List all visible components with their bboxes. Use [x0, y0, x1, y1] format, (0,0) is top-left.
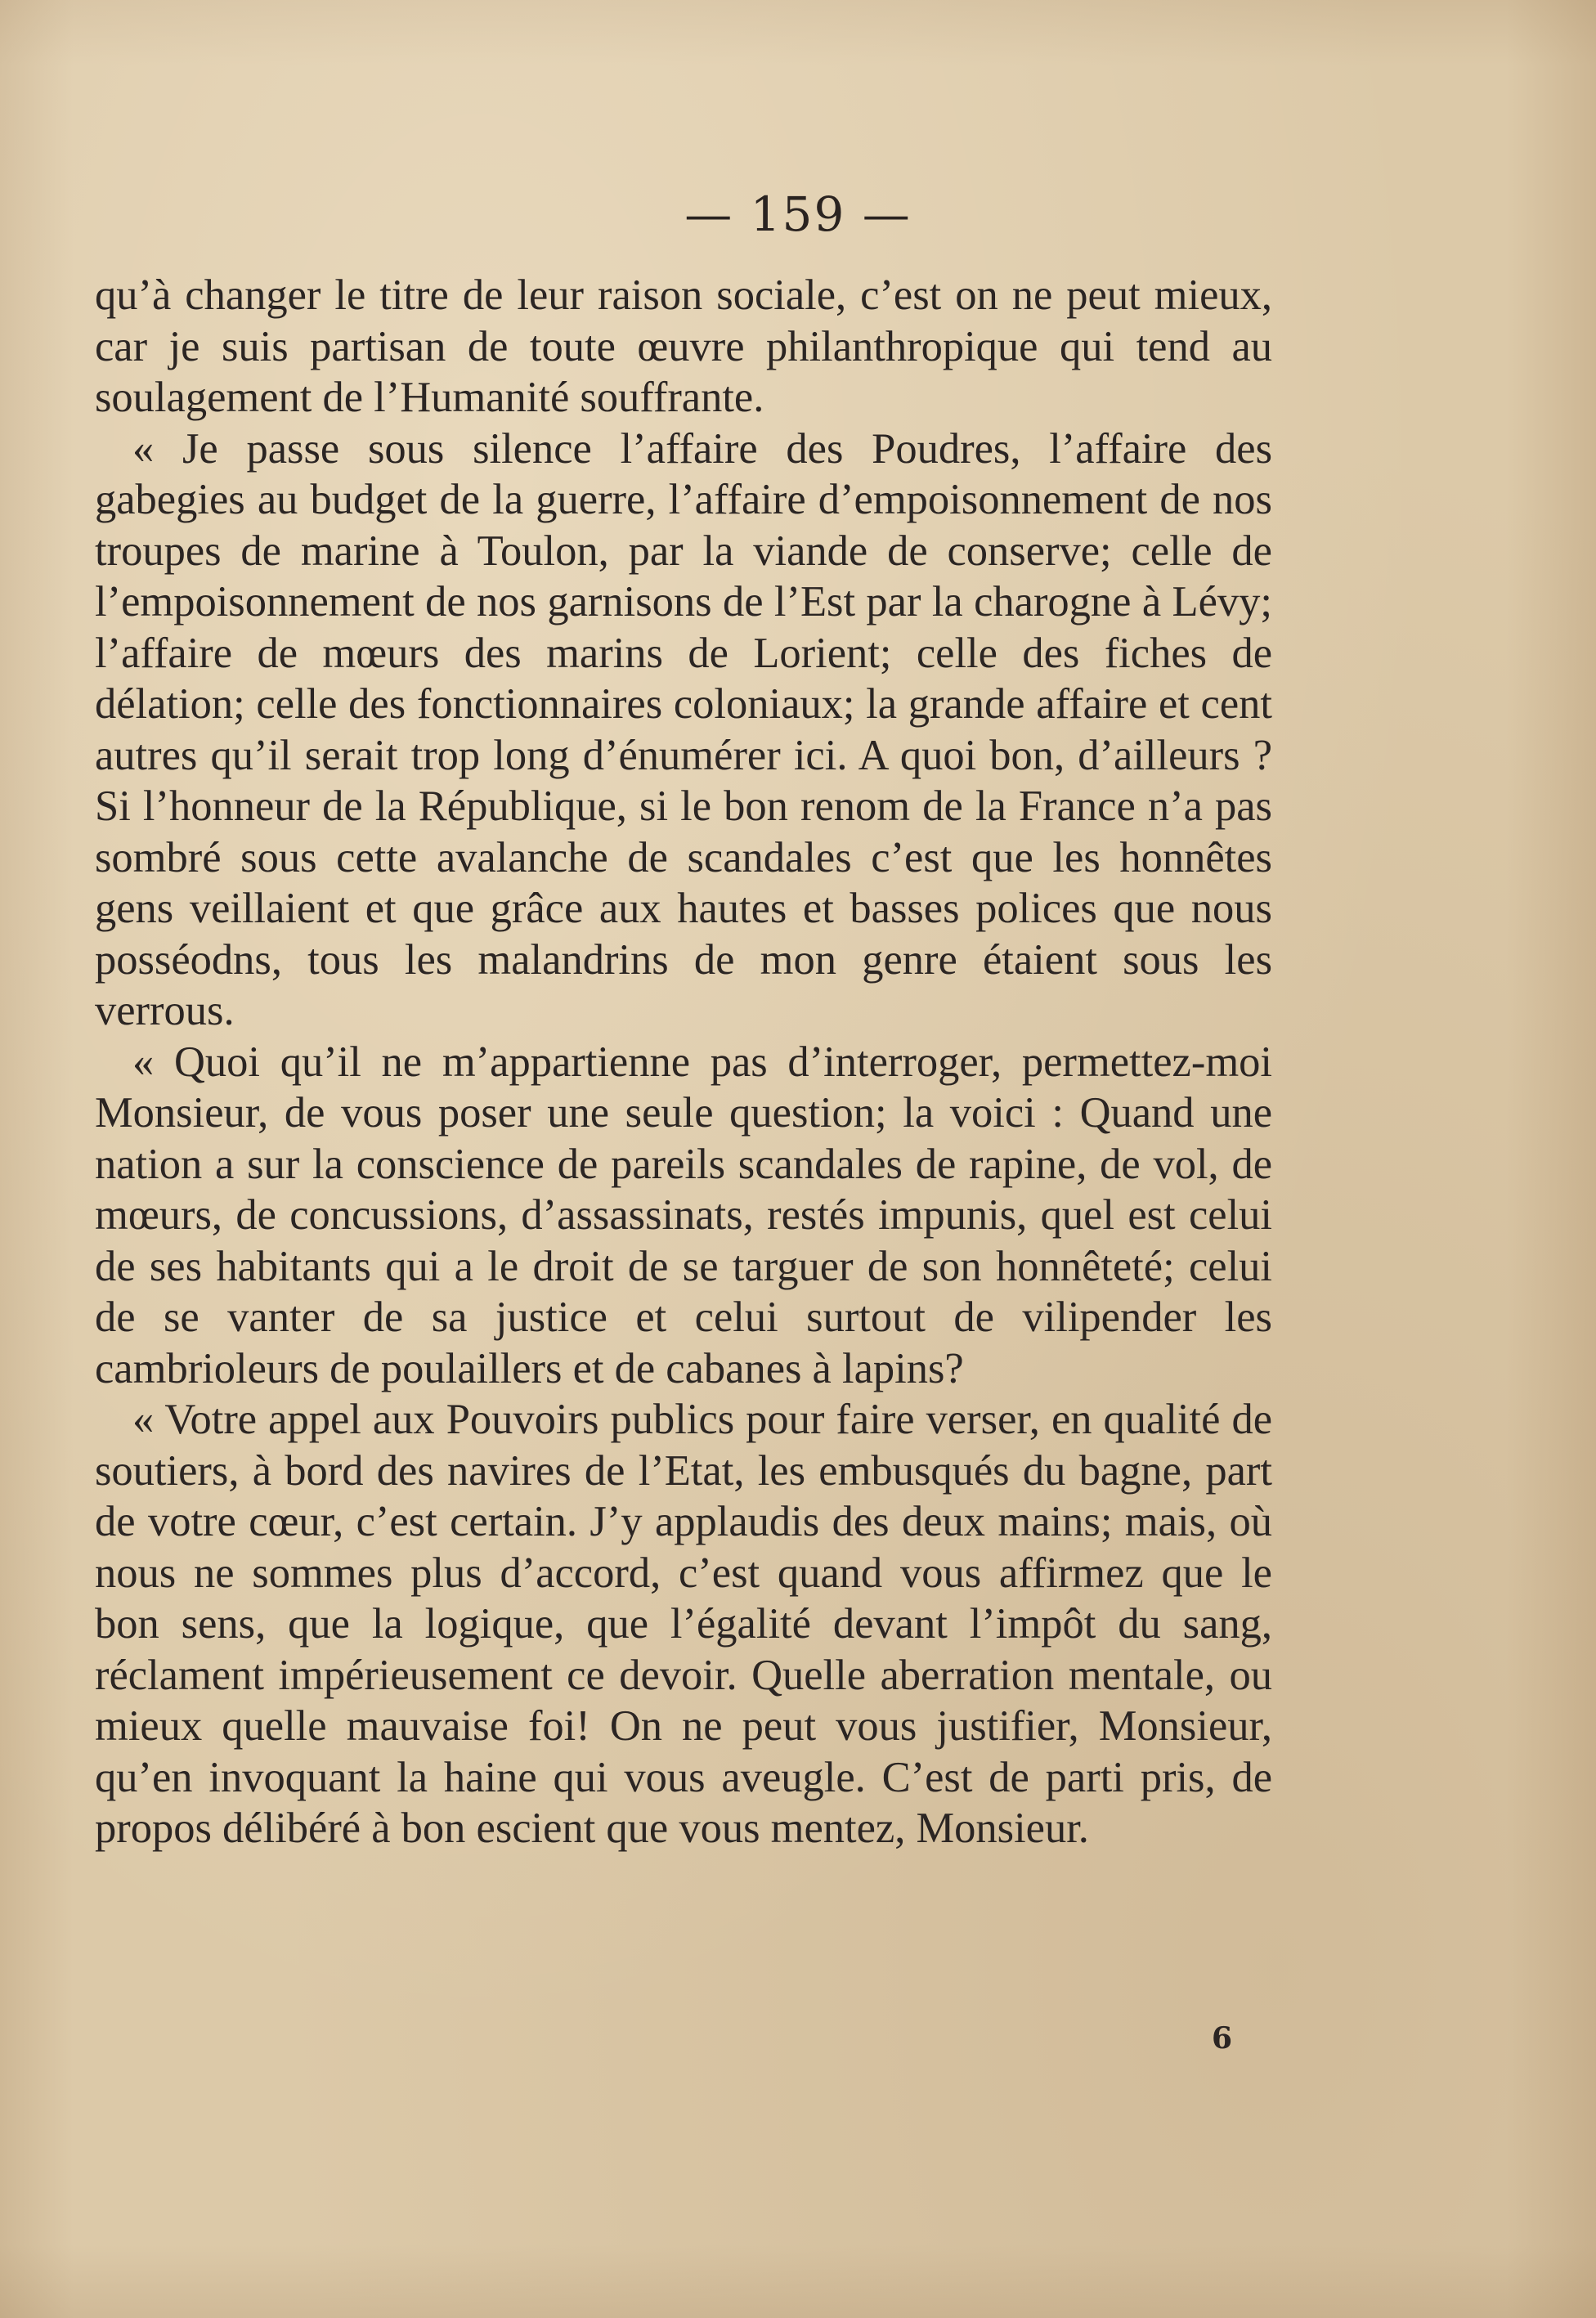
paragraph: « Quoi qu’il ne m’appartienne pas d’interroger, permettez-moi Monsieur, de vous poser une seule question; la voici : Quand une nation a sur la conscience de pareils scandales de rapine, de vol, de mœurs, de concussions, d’assassinats, restés impunis, quel est celui de ses habitants qui a le droit de se targuer de son honnêteté; celui de se vanter de sa justice et celui surtout de vilipender les cambrioleurs de poulaillers et de cabanes à lapins? — [95, 1038, 1272, 1392]
page-number-header: — 159 — — [684, 186, 912, 242]
paragraph: qu’à changer le titre de leur raison sociale, c’est on ne peut mieux, car je suis partisan de toute œuvre philanthropique qui tend au soulagement de l’Humanité souffrante. — [95, 271, 1272, 421]
signature-mark: 6 — [1212, 2021, 1233, 2056]
paragraph: « Votre appel aux Pouvoirs publics pour faire verser, en qualité de soutiers, à bord des navires de l’Etat, les embusqués du bagne, part de votre cœur, c’est certain. J’y applaudis des deux mains; mais, où nous ne sommes plus d’accord, c’est quand vous affirmez que le bon sens, que la logique, que l’égalité devant l’impôt du sang, réclament impérieusement ce devoir. Quelle aberration mentale, ou mieux quelle mauvaise foi! On ne peut vous justifier, Monsieur, qu’en invoquant la haine qui vous aveugle. C’est de parti pris, de propos délibéré à bon escient que vous mentez, Monsieur. — [95, 1396, 1272, 1852]
body-text — [95, 270, 1272, 1854]
paragraph: « Je passe sous silence l’affaire des Poudres, l’affaire des gabegies au budget de la guerre, l’affaire d’empoisonnement de nos troupes de marine à Toulon, par la viande de conserve; celle de l’empoisonnement de nos garnisons de l’Est par la charogne à Lévy; l’affaire de mœurs des marins de Lorient; celle des fiches de délation; celle des fonctionnaires coloniaux; la grande affaire et cent autres qu’il serait trop long d’énumérer ici. A quoi bon, d’ailleurs ? Si l’honneur de la République, si le bon renom de la France n’a pas sombré sous cette avalanche de scandales c’est que les honnêtes gens veillaient et que grâce aux hautes et basses polices que nous posséodns, tous les malandrins de mon genre étaient sous les verrous. — [95, 424, 1272, 1034]
